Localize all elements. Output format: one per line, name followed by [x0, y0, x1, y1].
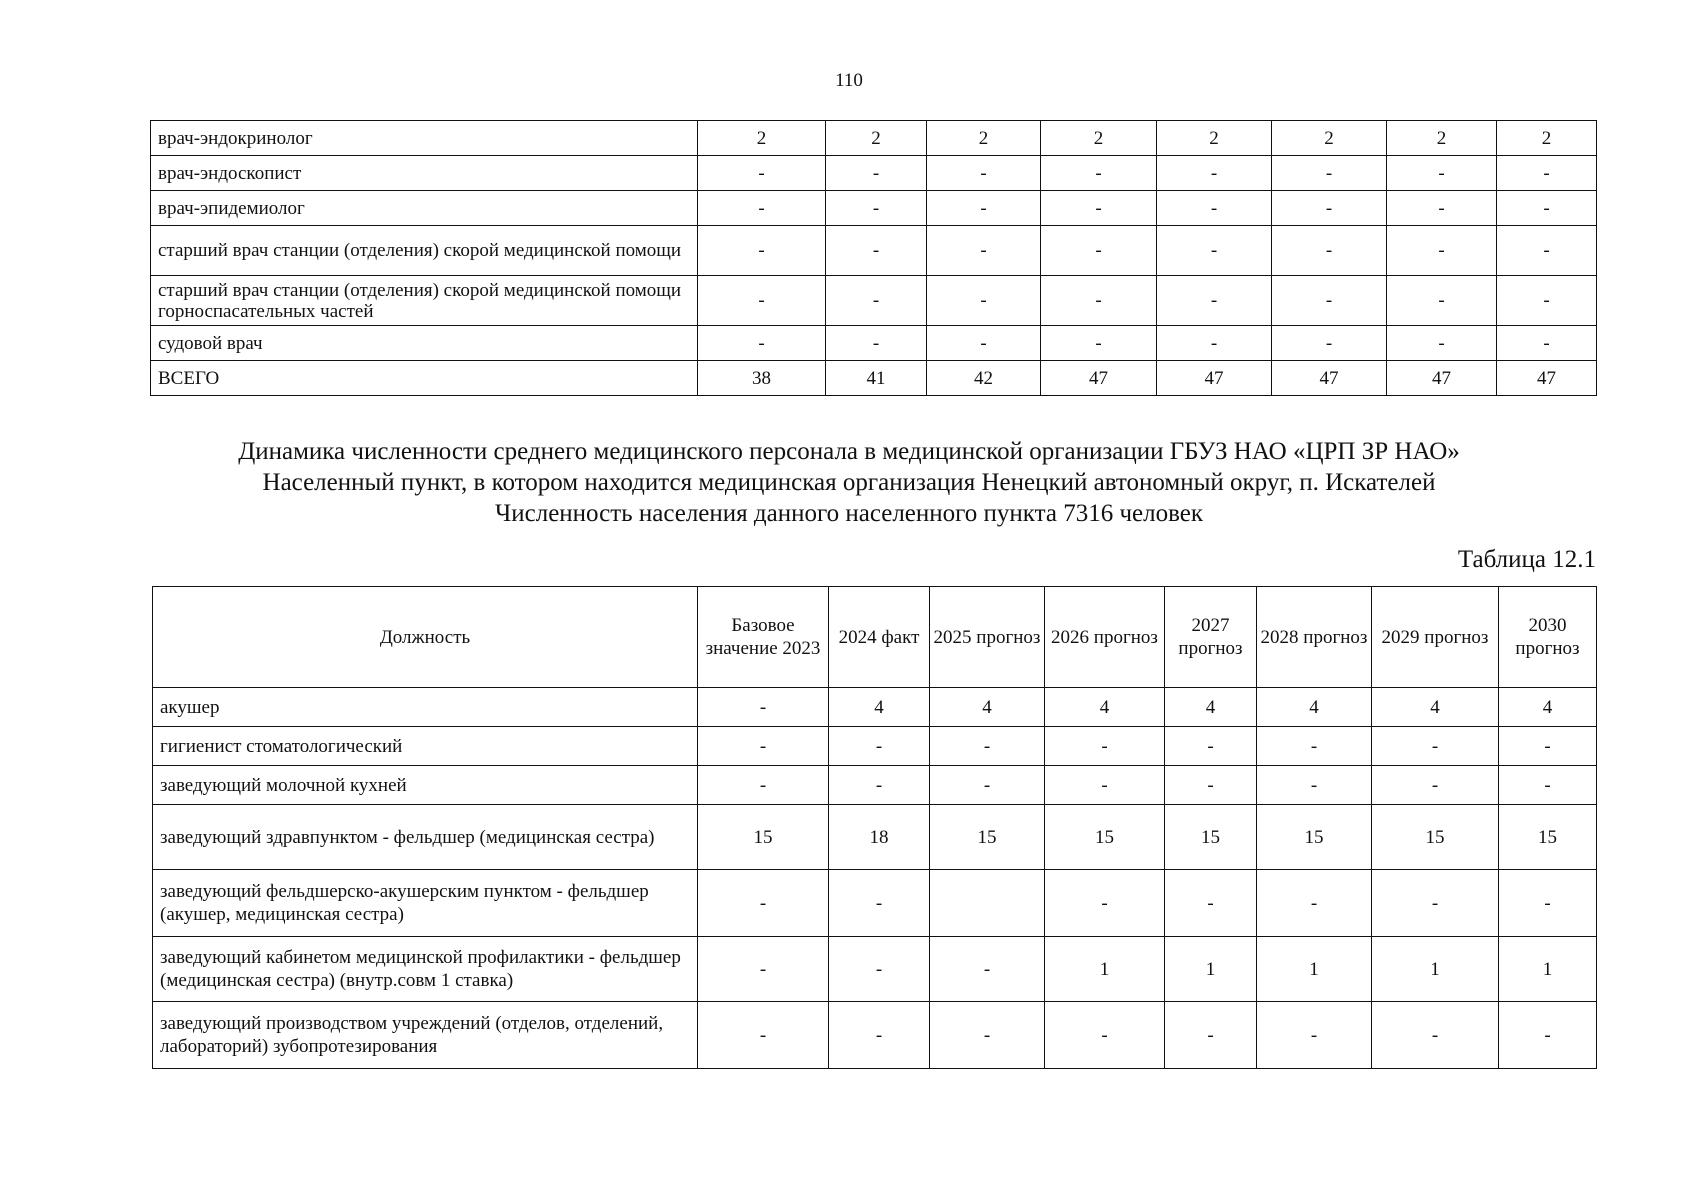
value-cell: 4 — [930, 688, 1045, 727]
value-cell: - — [1257, 766, 1372, 805]
header-position: Должность — [153, 587, 698, 688]
value-cell: - — [1387, 191, 1497, 226]
header-2030: 2030 прогноз — [1499, 587, 1597, 688]
value-cell: - — [927, 326, 1041, 361]
value-cell: - — [1497, 276, 1597, 326]
value-cell: - — [698, 937, 829, 1002]
value-cell: - — [1257, 870, 1372, 937]
position-cell: акушер — [153, 688, 698, 727]
value-cell — [930, 870, 1045, 937]
value-cell: - — [1272, 326, 1387, 361]
value-cell: - — [698, 1002, 829, 1069]
header-2028: 2028 прогноз — [1257, 587, 1372, 688]
value-cell: - — [1372, 766, 1499, 805]
table-row — [153, 870, 1597, 937]
header-base-2023: Базовое значение 2023 — [698, 587, 829, 688]
value-cell: 47 — [1272, 361, 1387, 396]
value-cell: - — [1165, 766, 1257, 805]
table-row — [151, 361, 1597, 396]
table-row — [151, 276, 1597, 326]
table-row — [153, 727, 1597, 766]
value-cell: - — [826, 226, 927, 276]
value-cell: - — [698, 191, 826, 226]
value-cell: 4 — [1045, 688, 1165, 727]
value-cell: 2 — [927, 121, 1041, 156]
value-cell: - — [1041, 276, 1157, 326]
value-cell: - — [698, 766, 829, 805]
table-row — [151, 156, 1597, 191]
value-cell: - — [1372, 1002, 1499, 1069]
table-row — [151, 326, 1597, 361]
value-cell: 15 — [1045, 805, 1165, 870]
position-cell: старший врач станции (отделения) скорой медицинской помощи горноспасательных частей — [151, 276, 698, 326]
value-cell: - — [1387, 326, 1497, 361]
value-cell: - — [1045, 766, 1165, 805]
value-cell: - — [826, 276, 927, 326]
value-cell: - — [1165, 1002, 1257, 1069]
value-cell: - — [1257, 1002, 1372, 1069]
value-cell: - — [698, 276, 826, 326]
value-cell: - — [1165, 870, 1257, 937]
value-cell: - — [829, 727, 930, 766]
position-cell: заведующий производством учреждений (отделов, отделений, лабораторий) зубопротезирования — [153, 1002, 698, 1069]
value-cell: - — [826, 156, 927, 191]
value-cell: 2 — [1272, 121, 1387, 156]
value-cell: 1 — [1165, 937, 1257, 1002]
table-row — [153, 1002, 1597, 1069]
value-cell: 15 — [1499, 805, 1597, 870]
value-cell: 1 — [1257, 937, 1372, 1002]
table-header-row — [153, 587, 1597, 688]
value-cell: - — [1157, 191, 1272, 226]
value-cell: - — [1497, 226, 1597, 276]
value-cell: - — [930, 727, 1045, 766]
value-cell: - — [927, 191, 1041, 226]
table-row — [151, 226, 1597, 276]
table-row — [151, 191, 1597, 226]
header-2024: 2024 факт — [829, 587, 930, 688]
value-cell: - — [829, 937, 930, 1002]
nursing-staff-table — [152, 586, 1597, 1069]
value-cell: - — [1272, 226, 1387, 276]
table-row — [153, 766, 1597, 805]
header-2025: 2025 прогноз — [930, 587, 1045, 688]
section-heading — [0, 436, 1698, 529]
value-cell: - — [1157, 326, 1272, 361]
value-cell: 1 — [1372, 937, 1499, 1002]
value-cell: 4 — [829, 688, 930, 727]
value-cell: 15 — [1257, 805, 1372, 870]
heading-line-1: Динамика численности среднего медицинского персонала в медицинской организации ГБУЗ НАО «ЦРП ЗР НАО» — [238, 438, 1460, 465]
value-cell: - — [1499, 1002, 1597, 1069]
value-cell: 2 — [1041, 121, 1157, 156]
value-cell: - — [829, 870, 930, 937]
value-cell: 4 — [1165, 688, 1257, 727]
value-cell: - — [698, 870, 829, 937]
position-cell: заведующий кабинетом медицинской профилактики - фельдшер (медицинская сестра) (внутр.совм 1 ставка) — [153, 937, 698, 1002]
value-cell: - — [698, 727, 829, 766]
value-cell: - — [1372, 727, 1499, 766]
value-cell: 47 — [1157, 361, 1272, 396]
table-row — [153, 805, 1597, 870]
table-label: Таблица 12.1 — [1457, 546, 1596, 573]
value-cell: - — [1041, 226, 1157, 276]
value-cell: - — [826, 191, 927, 226]
value-cell: 4 — [1257, 688, 1372, 727]
value-cell: 2 — [1387, 121, 1497, 156]
value-cell: - — [1387, 156, 1497, 191]
value-cell: - — [1387, 276, 1497, 326]
value-cell: 47 — [1387, 361, 1497, 396]
value-cell: - — [1387, 226, 1497, 276]
value-cell: - — [698, 226, 826, 276]
table-row — [153, 937, 1597, 1002]
value-cell: - — [1497, 326, 1597, 361]
value-cell: - — [698, 156, 826, 191]
value-cell: - — [927, 156, 1041, 191]
position-cell: заведующий молочной кухней — [153, 766, 698, 805]
value-cell: 2 — [1157, 121, 1272, 156]
header-2027: 2027 прогноз — [1165, 587, 1257, 688]
value-cell: 1 — [1045, 937, 1165, 1002]
value-cell: - — [1499, 727, 1597, 766]
header-2026: 2026 прогноз — [1045, 587, 1165, 688]
position-cell: заведующий фельдшерско-акушерским пунктом - фельдшер (акушер, медицинская сестра) — [153, 870, 698, 937]
value-cell: - — [1372, 870, 1499, 937]
value-cell: - — [1272, 276, 1387, 326]
heading-line-2: Населенный пункт, в котором находится медицинская организация Ненецкий автономный округ, п. Искателей — [262, 469, 1436, 496]
position-cell: ВСЕГО — [151, 361, 698, 396]
value-cell: 47 — [1497, 361, 1597, 396]
value-cell: 38 — [698, 361, 826, 396]
table-row — [153, 688, 1597, 727]
value-cell: - — [1497, 191, 1597, 226]
value-cell: - — [1045, 1002, 1165, 1069]
position-cell: врач-эпидемиолог — [151, 191, 698, 226]
value-cell: - — [1257, 727, 1372, 766]
staff-table-continuation — [150, 120, 1597, 396]
value-cell: - — [1272, 191, 1387, 226]
value-cell: - — [927, 226, 1041, 276]
value-cell: - — [1165, 727, 1257, 766]
value-cell: - — [1045, 870, 1165, 937]
value-cell: - — [1272, 156, 1387, 191]
value-cell: 15 — [698, 805, 829, 870]
position-cell: старший врач станции (отделения) скорой медицинской помощи — [151, 226, 698, 276]
value-cell: - — [930, 1002, 1045, 1069]
page-number: 110 — [835, 70, 863, 91]
value-cell: 2 — [1497, 121, 1597, 156]
value-cell: 18 — [829, 805, 930, 870]
value-cell: - — [698, 326, 826, 361]
value-cell: 2 — [698, 121, 826, 156]
value-cell: 4 — [1499, 688, 1597, 727]
table-row — [151, 121, 1597, 156]
value-cell: - — [1041, 326, 1157, 361]
value-cell: - — [1499, 870, 1597, 937]
value-cell: - — [1499, 766, 1597, 805]
value-cell: - — [698, 688, 829, 727]
value-cell: - — [1157, 156, 1272, 191]
value-cell: - — [1045, 727, 1165, 766]
value-cell: - — [1497, 156, 1597, 191]
value-cell: 15 — [1165, 805, 1257, 870]
header-2029: 2029 прогноз — [1372, 587, 1499, 688]
value-cell: 15 — [930, 805, 1045, 870]
value-cell: 41 — [826, 361, 927, 396]
value-cell: 2 — [826, 121, 927, 156]
value-cell: 4 — [1372, 688, 1499, 727]
value-cell: - — [1041, 156, 1157, 191]
value-cell: - — [1041, 191, 1157, 226]
position-cell: заведующий здравпунктом - фельдшер (медицинская сестра) — [153, 805, 698, 870]
value-cell: 1 — [1499, 937, 1597, 1002]
heading-line-3: Численность населения данного населенного пункта 7316 человек — [495, 500, 1203, 527]
position-cell: судовой врач — [151, 326, 698, 361]
value-cell: 15 — [1372, 805, 1499, 870]
value-cell: - — [826, 326, 927, 361]
position-cell: врач-эндоскопист — [151, 156, 698, 191]
position-cell: гигиенист стоматологический — [153, 727, 698, 766]
value-cell: 47 — [1041, 361, 1157, 396]
value-cell: - — [930, 937, 1045, 1002]
value-cell: - — [930, 766, 1045, 805]
value-cell: - — [1157, 276, 1272, 326]
value-cell: 42 — [927, 361, 1041, 396]
position-cell: врач-эндокринолог — [151, 121, 698, 156]
value-cell: - — [1157, 226, 1272, 276]
value-cell: - — [927, 276, 1041, 326]
value-cell: - — [829, 1002, 930, 1069]
value-cell: - — [829, 766, 930, 805]
